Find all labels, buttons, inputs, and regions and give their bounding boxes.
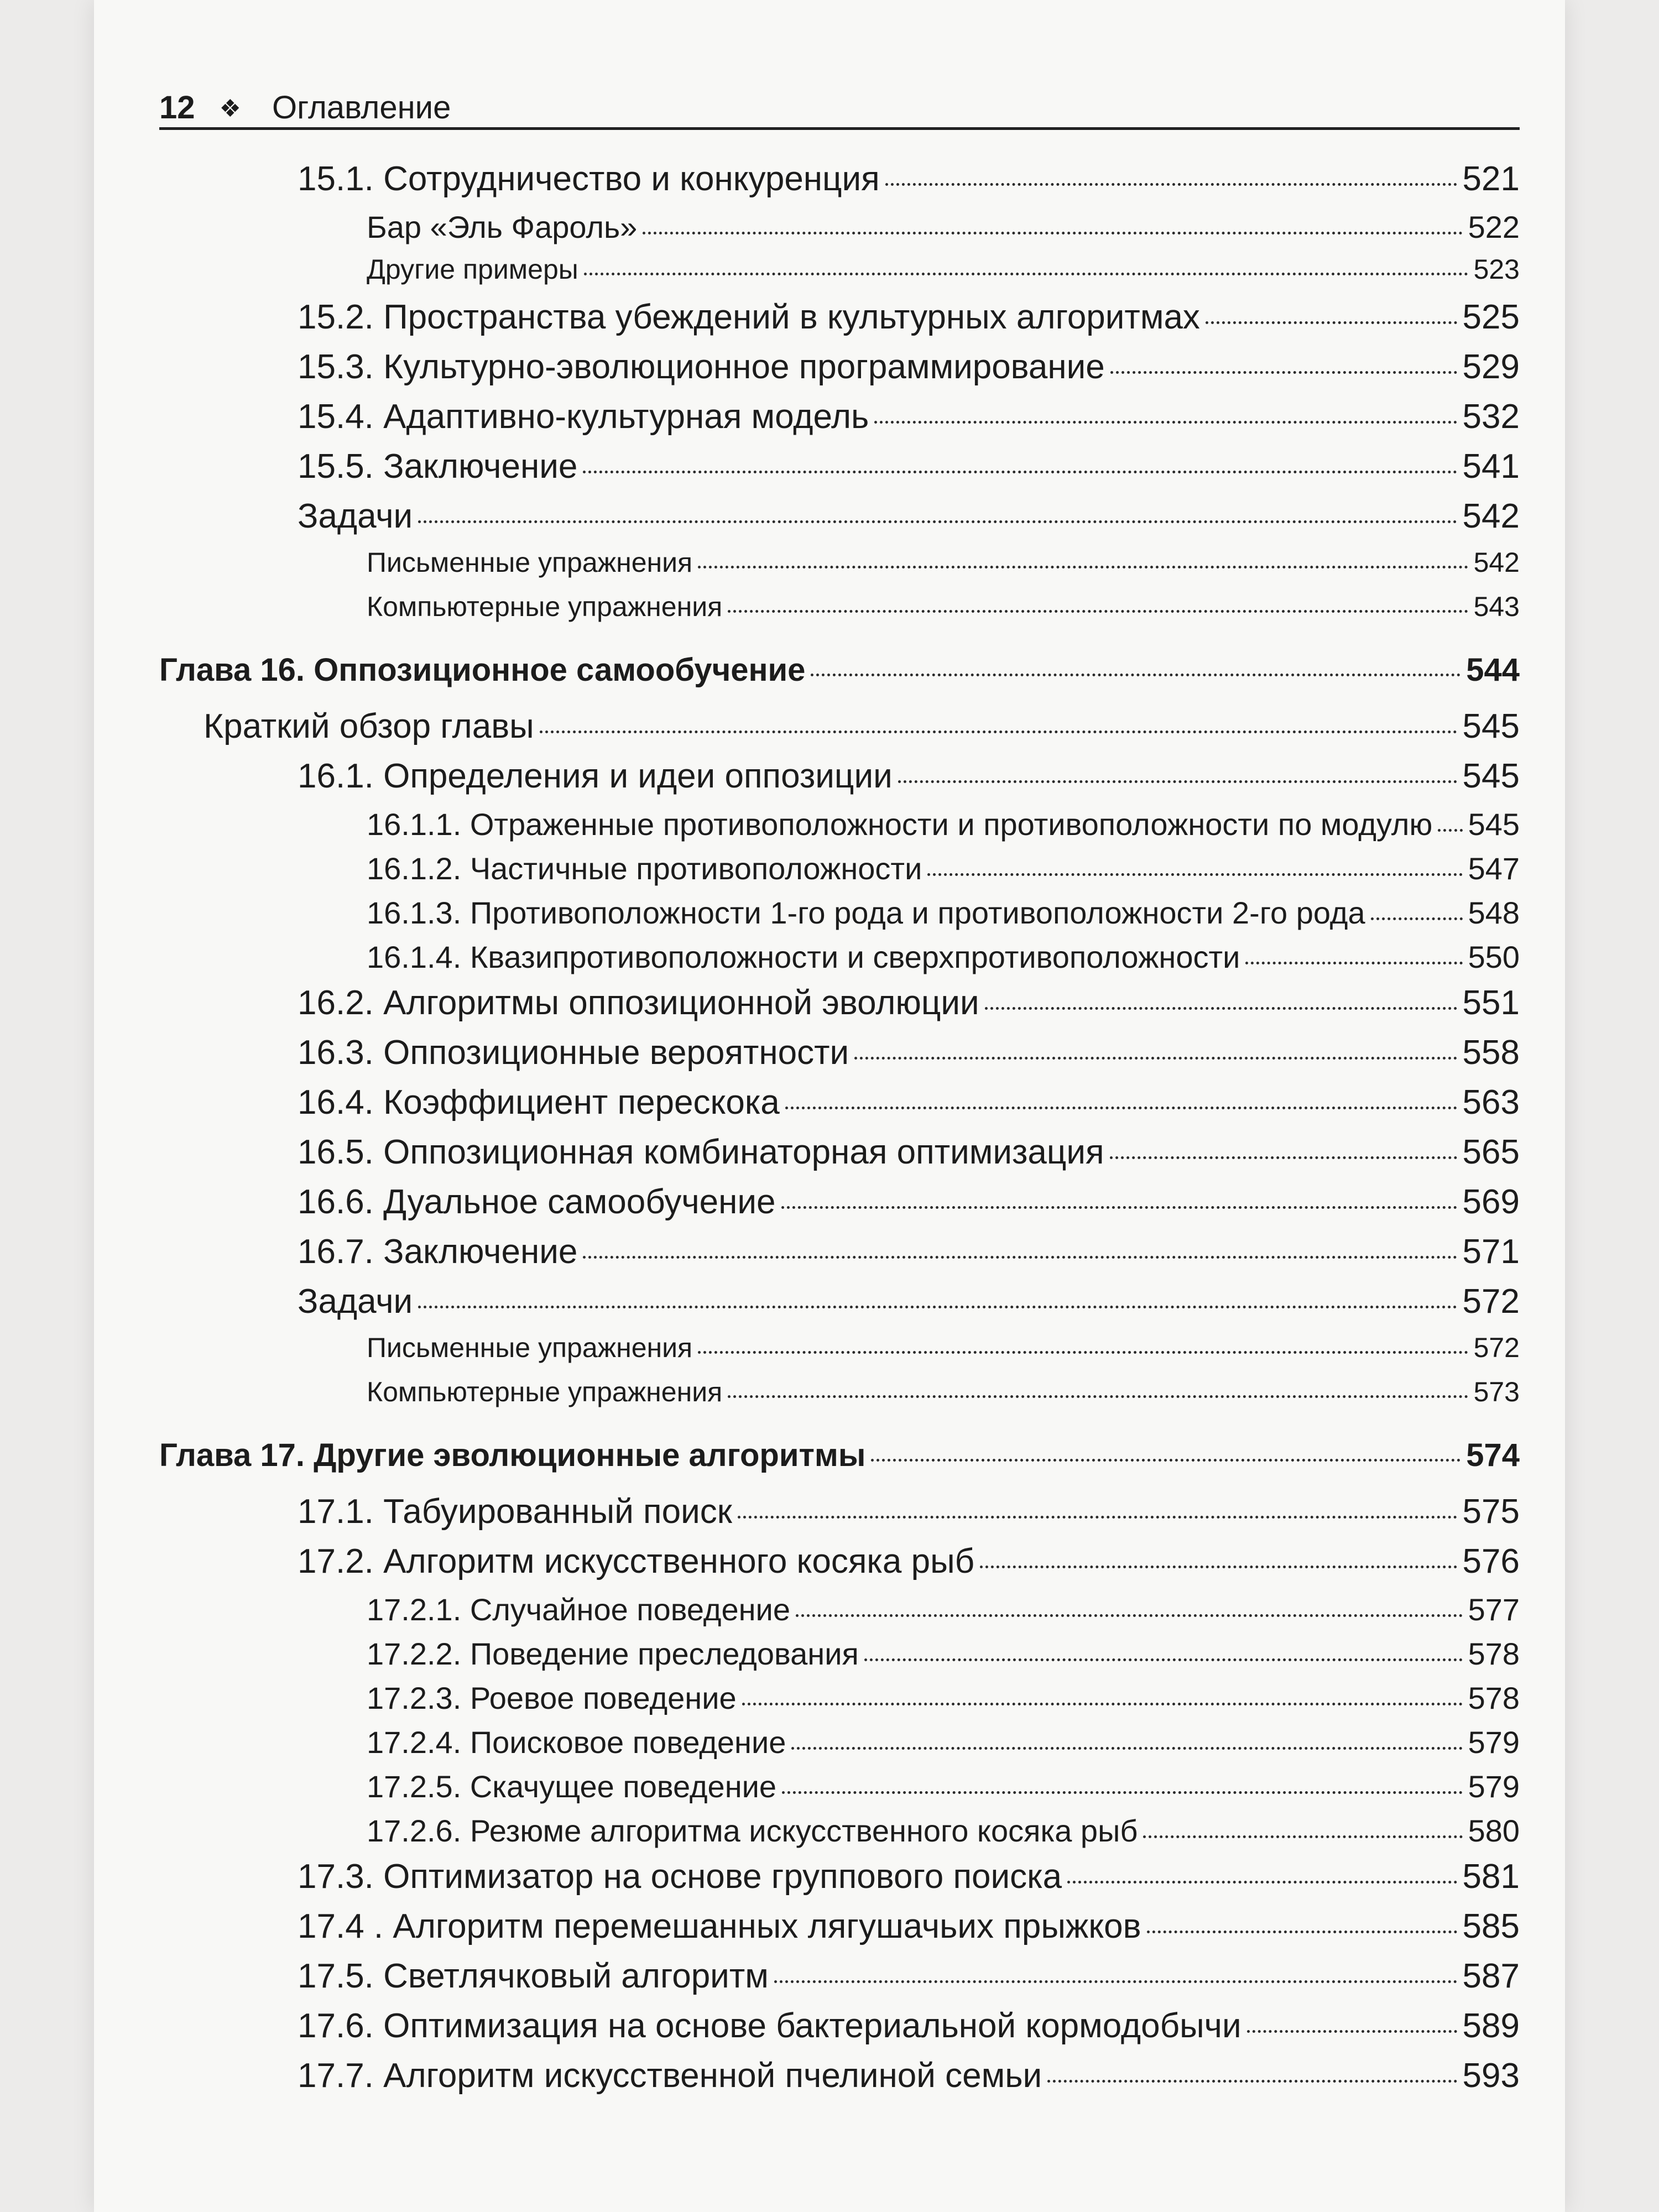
page-number: 12 [159, 90, 195, 126]
toc-entry-page: 574 [1466, 1437, 1520, 1473]
toc-entry-title: Глава 17. Другие эволюционные алгоритмы [159, 1437, 866, 1473]
toc-dot-leader [584, 273, 1468, 275]
toc-entry [159, 1134, 1520, 1183]
toc-entry-title: 17.2.3. Роевое поведение [367, 1681, 737, 1715]
toc-dot-leader [418, 1306, 1457, 1308]
header-title: Оглавление [272, 90, 451, 126]
toc-entry-page: 523 [1473, 254, 1520, 285]
toc-entry [159, 592, 1520, 636]
toc-dot-leader [1247, 2030, 1457, 2033]
toc-entry [159, 2007, 1520, 2057]
toc-entry-page: 545 [1462, 707, 1520, 745]
toc-dot-leader [418, 520, 1457, 523]
toc-entry-title: 15.1. Сотрудничество и конкуренция [298, 160, 880, 198]
toc-entry-page: 565 [1462, 1133, 1520, 1171]
toc-dot-leader [742, 1703, 1463, 1705]
toc-entry-page: 575 [1462, 1493, 1520, 1531]
toc-entry-page: 563 [1462, 1083, 1520, 1121]
toc-entry [159, 448, 1520, 498]
toc-entry-title: Письменные упражнения [367, 547, 693, 578]
toc-entry [159, 160, 1520, 210]
table-of-contents [159, 160, 1520, 2107]
toc-dot-leader [1371, 917, 1463, 920]
toc-entry-title: Письменные упражнения [367, 1332, 693, 1363]
toc-entry-page: 547 [1468, 851, 1520, 886]
toc-dot-leader [985, 1007, 1457, 1010]
toc-entry [159, 1770, 1520, 1814]
toc-entry [159, 1183, 1520, 1233]
toc-entry-title: 17.2. Алгоритм искусственного косяка рыб [298, 1542, 975, 1580]
toc-chapter-entry [159, 653, 1520, 708]
toc-entry-page: 542 [1473, 547, 1520, 578]
toc-entry [159, 1233, 1520, 1283]
toc-entry [159, 940, 1520, 984]
toc-entry-page: 572 [1473, 1332, 1520, 1363]
toc-entry-page: 573 [1473, 1376, 1520, 1407]
toc-entry-title: Другие примеры [367, 254, 578, 285]
toc-entry-page: 580 [1468, 1813, 1520, 1848]
toc-entry [159, 299, 1520, 348]
toc-entry-title: 16.7. Заключение [298, 1233, 578, 1271]
toc-entry-page: 593 [1462, 2057, 1520, 2095]
toc-entry-title: 17.6. Оптимизация на основе бактериальной кормодобычи [298, 2007, 1241, 2045]
toc-entry [159, 1034, 1520, 1084]
toc-entry [159, 348, 1520, 398]
toc-entry-page: 587 [1462, 1957, 1520, 1995]
toc-dot-leader [885, 183, 1457, 186]
toc-dot-leader [698, 1351, 1468, 1354]
toc-dot-leader [738, 1516, 1457, 1519]
toc-dot-leader [796, 1614, 1463, 1617]
toc-dot-leader [1047, 2080, 1457, 2083]
toc-entry [159, 1725, 1520, 1770]
toc-entry-page: 550 [1468, 940, 1520, 974]
toc-entry-title: 17.2.5. Скачущее поведение [367, 1769, 777, 1804]
toc-entry-title: Задачи [298, 1282, 413, 1321]
toc-dot-leader [871, 1459, 1460, 1462]
toc-entry [159, 547, 1520, 592]
toc-entry-title: 17.2.1. Случайное поведение [367, 1592, 790, 1627]
page-header [159, 82, 1520, 126]
toc-entry-page: 589 [1462, 2007, 1520, 2045]
toc-entry-title: 16.2. Алгоритмы оппозиционной эволюции [298, 984, 979, 1022]
toc-entry [159, 2057, 1520, 2107]
toc-entry-page: 585 [1462, 1907, 1520, 1945]
toc-dot-leader [854, 1057, 1457, 1060]
book-page [94, 0, 1565, 2212]
toc-entry [159, 210, 1520, 254]
toc-entry [159, 1283, 1520, 1333]
toc-entry [159, 1333, 1520, 1377]
toc-dot-leader [898, 780, 1457, 783]
toc-entry [159, 852, 1520, 896]
toc-entry-page: 542 [1462, 497, 1520, 535]
toc-entry-page: 548 [1468, 895, 1520, 930]
toc-entry-title: 17.2.6. Резюме алгоритма искусственного косяка рыб [367, 1813, 1138, 1848]
toc-dot-leader [1110, 371, 1457, 374]
toc-entry [159, 984, 1520, 1034]
toc-dot-leader [774, 1980, 1457, 1983]
toc-dot-leader [583, 471, 1457, 473]
toc-dot-leader [1438, 829, 1462, 832]
toc-dot-leader [1245, 962, 1462, 964]
toc-dot-leader [864, 1658, 1463, 1661]
toc-entry-page: 541 [1462, 447, 1520, 486]
toc-entry-title: Задачи [298, 497, 413, 535]
toc-entry-page: 532 [1462, 398, 1520, 436]
toc-dot-leader [781, 1206, 1457, 1209]
toc-dot-leader [698, 566, 1468, 568]
toc-entry-page: 578 [1468, 1681, 1520, 1715]
toc-entry-page: 577 [1468, 1592, 1520, 1627]
toc-entry-page: 529 [1462, 348, 1520, 386]
toc-entry-page: 569 [1462, 1183, 1520, 1221]
toc-entry-title: Компьютерные упражнения [367, 591, 723, 622]
toc-dot-leader [643, 232, 1462, 234]
toc-entry [159, 398, 1520, 448]
toc-entry-page: 579 [1468, 1725, 1520, 1760]
toc-entry [159, 758, 1520, 807]
toc-entry-title: 17.2.2. Поведение преследования [367, 1636, 859, 1671]
toc-entry [159, 1958, 1520, 2007]
toc-entry-page: 525 [1462, 298, 1520, 336]
toc-entry-title: 15.3. Культурно-эволюционное программирование [298, 348, 1105, 386]
toc-entry-title: 15.2. Пространства убеждений в культурных алгоритмах [298, 298, 1200, 336]
toc-entry-title: 17.7. Алгоритм искусственной пчелиной семьи [298, 2057, 1042, 2095]
toc-dot-leader [782, 1791, 1463, 1794]
header-rule [159, 127, 1520, 130]
toc-entry-title: 17.3. Оптимизатор на основе группового поиска [298, 1858, 1062, 1896]
toc-dot-leader [728, 610, 1468, 613]
toc-entry-page: 579 [1468, 1769, 1520, 1804]
toc-dot-leader [927, 873, 1462, 876]
toc-entry-page: 571 [1462, 1233, 1520, 1271]
toc-entry-page: 545 [1462, 757, 1520, 795]
toc-entry-title: 16.6. Дуальное самообучение [298, 1183, 776, 1221]
toc-entry-page: 578 [1468, 1636, 1520, 1671]
toc-entry-title: 16.1. Определения и идеи оппозиции [298, 757, 893, 795]
toc-entry-page: 581 [1462, 1858, 1520, 1896]
toc-entry-title: 15.5. Заключение [298, 447, 578, 486]
toc-entry [159, 1593, 1520, 1637]
toc-entry-title: 16.4. Коэффициент перескока [298, 1083, 780, 1121]
toc-entry-title: 17.1. Табуированный поиск [298, 1493, 732, 1531]
toc-entry [159, 1858, 1520, 1908]
toc-entry [159, 896, 1520, 940]
toc-dot-leader [1110, 1156, 1457, 1159]
toc-dot-leader [583, 1256, 1457, 1259]
toc-dot-leader [791, 1747, 1462, 1750]
toc-entry-page: 572 [1462, 1282, 1520, 1321]
toc-entry-page: 545 [1468, 807, 1520, 842]
toc-entry-title: 16.3. Оппозиционные вероятности [298, 1034, 849, 1072]
toc-entry [159, 1637, 1520, 1681]
toc-entry-page: 576 [1462, 1542, 1520, 1580]
toc-entry-page: 543 [1473, 591, 1520, 622]
toc-entry-title: 15.4. Адаптивно-культурная модель [298, 398, 869, 436]
toc-entry-title: 17.5. Светлячковый алгоритм [298, 1957, 769, 1995]
toc-entry-title: Глава 16. Оппозиционное самообучение [159, 652, 806, 688]
toc-entry-page: 558 [1462, 1034, 1520, 1072]
toc-entry-title: Краткий обзор главы [204, 707, 534, 745]
toc-entry-title: Бар «Эль Фароль» [367, 210, 638, 244]
toc-dot-leader [728, 1395, 1468, 1398]
toc-entry-title: 17.4 . Алгоритм перемешанных лягушачьих прыжков [298, 1907, 1141, 1945]
toc-entry-page: 551 [1462, 984, 1520, 1022]
toc-entry [159, 1681, 1520, 1725]
toc-entry-title: 16.1.1. Отраженные противоположности и противоположности по модулю [367, 807, 1433, 842]
toc-dot-leader [874, 421, 1457, 424]
toc-dot-leader [1206, 321, 1457, 324]
toc-dot-leader [785, 1107, 1457, 1109]
toc-dot-leader [1143, 1835, 1462, 1838]
toc-entry-title: Компьютерные упражнения [367, 1376, 723, 1407]
toc-entry [159, 1814, 1520, 1858]
toc-dot-leader [540, 731, 1457, 733]
toc-entry [159, 708, 1520, 758]
toc-dot-leader [811, 674, 1460, 676]
toc-entry-title: 16.1.2. Частичные противоположности [367, 851, 922, 886]
header-separator-icon: ❖ [219, 95, 241, 122]
toc-entry [159, 1377, 1520, 1421]
toc-entry [159, 498, 1520, 547]
toc-entry-title: 17.2.4. Поисковое поведение [367, 1725, 786, 1760]
toc-entry [159, 807, 1520, 852]
toc-dot-leader [1147, 1931, 1457, 1933]
toc-entry-title: 16.1.4. Квазипротивоположности и сверхпротивоположности [367, 940, 1240, 974]
toc-entry [159, 1543, 1520, 1593]
toc-entry-page: 544 [1466, 652, 1520, 688]
toc-chapter-entry [159, 1438, 1520, 1493]
toc-entry [159, 1908, 1520, 1958]
toc-entry [159, 1084, 1520, 1134]
toc-entry [159, 254, 1520, 299]
toc-dot-leader [980, 1566, 1457, 1568]
toc-dot-leader [1067, 1881, 1457, 1884]
toc-entry-title: 16.1.3. Противоположности 1-го рода и противоположности 2-го рода [367, 895, 1365, 930]
toc-entry [159, 1493, 1520, 1543]
toc-entry-page: 522 [1468, 210, 1520, 244]
toc-entry-title: 16.5. Оппозиционная комбинаторная оптимизация [298, 1133, 1104, 1171]
toc-entry-page: 521 [1462, 160, 1520, 198]
